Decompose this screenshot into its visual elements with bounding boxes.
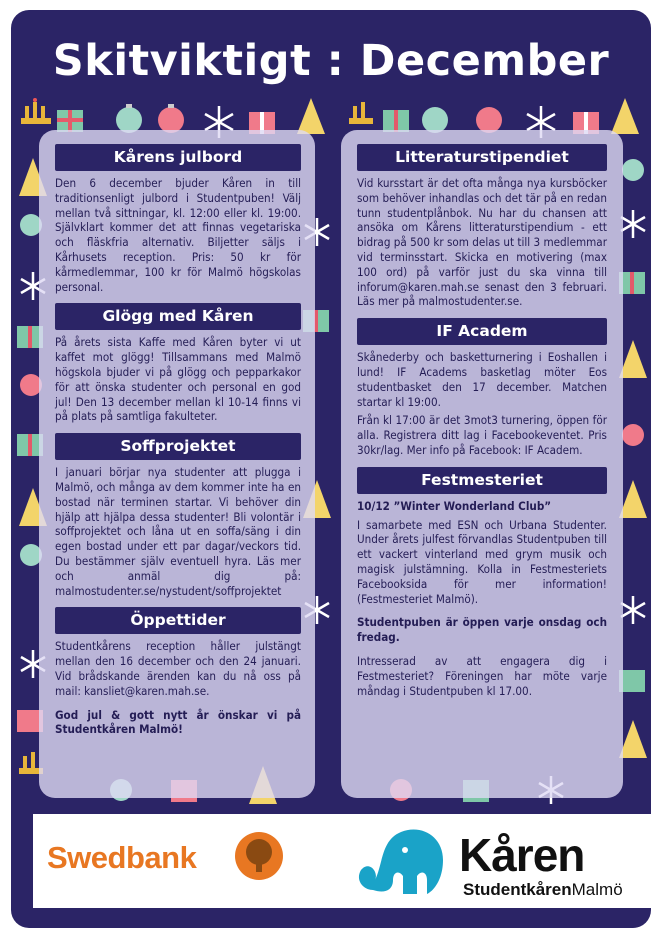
tree-icon — [619, 720, 647, 758]
karen-subtitle-city: Malmö — [571, 880, 623, 899]
section-heading: Litteraturstipendiet — [357, 144, 607, 171]
section-text: Den 6 december bjuder Kåren in till traditionsenligt julbord i Studentpuben! Välj mellan två sittningar, kl. 12:00 eller kl. 19:00. Självklart kommer det att finnas vegetariska och fläskfria alternativ. Biljetter säljs i Kårhusets reception. Pris: 50 kr för kårmedlemmar, 100 kr för Malmö högskolas personal. — [55, 176, 301, 294]
candle-icon — [21, 98, 51, 124]
section-heading: IF Academ — [357, 318, 607, 345]
karen-subtitle — [463, 880, 623, 900]
event-subtitle: 10/12 ”Winter Wonderland Club” — [357, 498, 552, 513]
section-text: I januari börjar nya studenter att plugga i Malmö, och många av dem kommer inte ha en bostad när terminen startar. Vi behöver din hjälp att hjälpa dessa studenter! Bli volontär i soffprojektet och låna ut en soffa/säng i din egen bostad under ett par dagar/veckors tid. Du bestämmer själv eventuell hyra. Läs mer och anmäl dig på: malmostudenter.se/nystudent/soffprojektet — [55, 465, 301, 598]
section-text: Vid kursstart är det ofta många nya kursböcker som behöver inhandlas och det tär på en redan tunn studentplånbok. Nu har du chansen att ansöka om Kårens litteraturstipendium - ett bidrag på 500 kr som delas ut till 3 medlemmar vid terminsstart. Skicka en motivering (max 100 ord) på varför just du ska vinna till inforum@karen.mah.se senast den 3 februari. Läs mer på malmostudenter.se. — [357, 176, 607, 309]
section-heading: Kårens julbord — [55, 144, 301, 171]
section-heading: Öppettider — [55, 607, 301, 634]
ornament-icon — [158, 104, 184, 133]
opening-note: Studentpuben är öppen varje onsdag och fredag. — [357, 615, 607, 645]
section-text: Intresserad av att engagera dig i Festmesteriet? Föreningen har möte varje måndag i Studentpuben kl 17.00. — [357, 653, 607, 698]
section-text: Studentkårens reception håller julstängt mellan den 16 december och den 24 januari. Vid brådskande ärenden kan du nå oss på mail: kansliet@karen.mah.se. — [55, 639, 301, 698]
gift-box-icon — [57, 110, 83, 132]
section-heading: Soffprojektet — [55, 433, 301, 460]
tree-icon — [619, 340, 647, 378]
ornament-icon — [116, 104, 142, 133]
left-column — [55, 144, 301, 746]
poster-card — [11, 10, 651, 928]
section-text: I samarbete med ESN och Urbana Studenter. Under årets julfest förvandlas Studentpuben till ett vackert vinterland med grym musik och magisk julstämning. Kolla in Festmesteriets Facebooksida för mer information! (Festmesteriet Malmö). — [357, 517, 607, 606]
section-heading: Festmesteriet — [357, 467, 607, 494]
candle-icon — [349, 102, 373, 124]
tree-icon — [619, 480, 647, 518]
karen-logo-text: Kåren — [459, 829, 585, 881]
page-title: Skitviktigt : December — [52, 36, 610, 86]
swedbank-logo-text: Swedbank — [47, 840, 197, 875]
swedbank-oak-icon — [233, 830, 285, 882]
ornament-icon — [622, 424, 644, 446]
ornament-icon — [622, 159, 644, 181]
karen-subtitle-bold: Studentkåren — [463, 880, 572, 899]
tree-icon — [611, 98, 639, 134]
section-text: Skånederby och basketturnering i Eoshallen i lund! IF Academs basketlag möter Eos studentbasket den 17 december. Matchen startar kl 19:00. — [357, 350, 607, 409]
sponsor-footer — [33, 814, 651, 908]
snowflake-icon — [621, 596, 645, 624]
section-text: Från kl 17:00 är det 3mot3 turnering, öppen för alla. Registrera ditt lag i Facebookeventet. Pris 30kr/lag. Mer info på Facebook: IF Academ. — [357, 413, 607, 457]
section-text: På årets sista Kaffe med Kåren byter vi ut kaffet mot glögg! Tillsammans med Malmö högskola bjuder vi på glögg och pepparkakor för att önska studenter och personal en god jul! Den 13 december mellan kl 10-14 finns vi på plats på samtliga fakulteter. — [55, 335, 301, 424]
snowflake-icon — [621, 210, 645, 238]
section-heading: Glögg med Kåren — [55, 303, 301, 330]
closing-greeting: God jul & gott nytt år önskar vi på Studentkåren Malmö! — [55, 707, 301, 737]
mammoth-logo-icon — [343, 820, 453, 904]
tree-icon — [297, 98, 325, 134]
gift-box-icon — [383, 110, 409, 132]
right-column — [357, 144, 607, 707]
